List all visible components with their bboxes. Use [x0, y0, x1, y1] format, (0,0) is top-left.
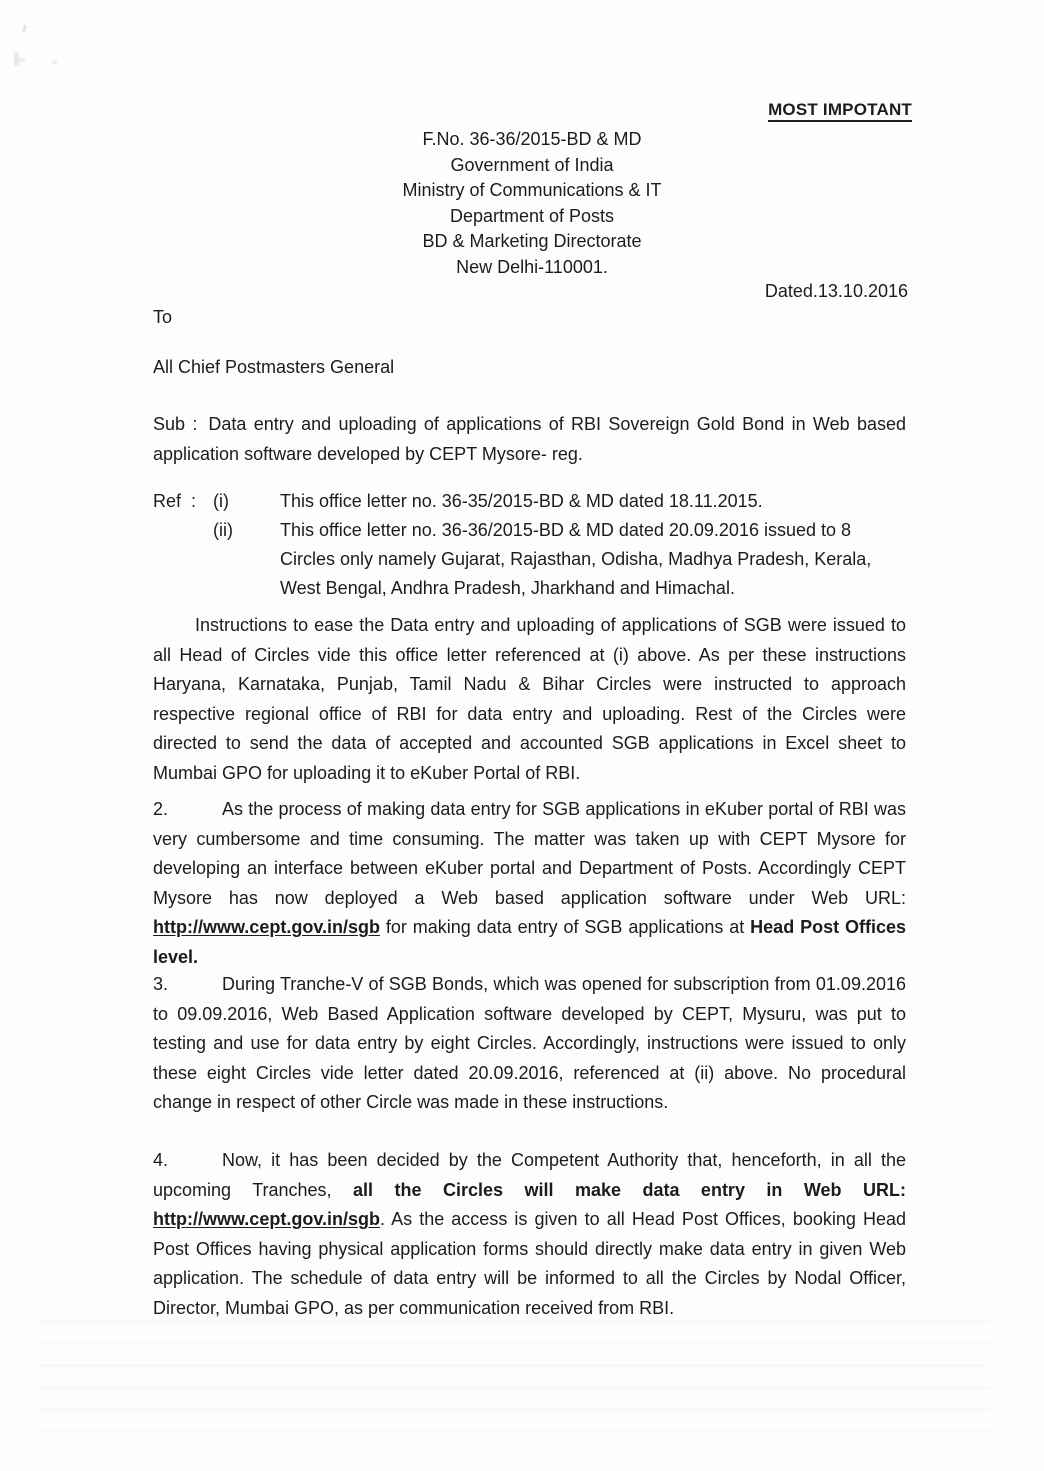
- paragraph-4-text-part1: Now, it has been decided by the Competent Authority that, henceforth, in all the upcoming Tranches,: [153, 1150, 906, 1200]
- cept-url-link[interactable]: http://www.cept.gov.in/sgb: [153, 917, 380, 937]
- reference-row: [153, 516, 906, 603]
- paragraph-3-text: During Tranche-V of SGB Bonds, which was opened for subscription from 01.09.2016 to 09.09.2016, Web Based Application software developed by CEPT, Mysuru, was put to testing and use for data entry by eight Circles. Accordingly, instructions were issued to only these eight Circles vide letter dated 20.09.2016, referenced at (ii) above. No procedural change in respect of other Circle was made in these instructions.: [153, 974, 906, 1112]
- paragraph-2: [153, 795, 906, 972]
- reference-number-i: (i): [213, 491, 229, 511]
- letterhead-address: New Delhi-110001.: [456, 256, 608, 277]
- most-important-text: MOST IMPOTANT: [768, 100, 912, 122]
- reference-row: [153, 487, 906, 516]
- most-important-heading: [0, 100, 912, 120]
- paragraph-2-number: 2.: [153, 799, 169, 819]
- scan-bleed-through: [40, 1320, 990, 1450]
- letterhead-department: Department of Posts: [449, 205, 615, 226]
- scan-artifact: [14, 52, 19, 66]
- letterhead-block: [152, 127, 912, 280]
- letterhead-file-number: F.No. 36-36/2015-BD & MD: [422, 129, 642, 149]
- scan-artifact: [22, 25, 27, 33]
- cept-url-link[interactable]: http://www.cept.gov.in/sgb: [153, 1209, 380, 1229]
- reference-text-i: This office letter no. 36-35/2015-BD & MD dated 18.11.2015.: [280, 491, 763, 511]
- paragraph-3-number: 3.: [153, 974, 169, 994]
- paragraph-3: [153, 970, 906, 1118]
- paragraph-4-text-part2: . As the access is given to all Head Post Offices, booking Head Post Offices having physical application forms should directly make data entry in given Web application. The schedule of data entry will be informed to all the Circles by Nodal Officer, Director, Mumbai GPO, as per communication received from RBI.: [153, 1209, 906, 1318]
- paragraph-2-text-part2: for making data entry of SGB applications at: [380, 917, 751, 937]
- paragraph-intro: Instructions to ease the Data entry and uploading of applications of SGB were issued to all Head of Circles vide this office letter referenced at (i) above. As per these instructions Haryana, Karnataka, Punjab, Tamil Nadu & Bihar Circles were instructed to approach respective regional office of RBI for data entry and uploading. Rest of the Circles were directed to send the data of accepted and accounted SGB applications in Excel sheet to Mumbai GPO for uploading it to eKuber Portal of RBI.: [153, 615, 906, 783]
- subject-line: [153, 409, 906, 469]
- reference-label: Ref :: [153, 491, 197, 511]
- scan-artifact: [52, 60, 57, 65]
- paragraph-2-text-part1: As the process of making data entry for SGB applications in eKuber portal of RBI was very cumbersome and time consuming. The matter was taken up with CEPT Mysore for developing an interface between eKuber portal and Department of Posts. Accordingly CEPT Mysore has now deployed a Web based application software under Web URL:: [153, 799, 906, 908]
- reference-block: [153, 487, 906, 603]
- paragraph-2-bold-tail: Head Post Offices level.: [153, 917, 906, 967]
- subject-text: Data entry and uploading of applications of RBI Sovereign Gold Bond in Web based application software developed by CEPT Mysore- reg.: [153, 414, 907, 464]
- reference-number-ii: (ii): [213, 520, 233, 540]
- addressee: All Chief Postmasters General: [153, 357, 395, 377]
- paragraph-4-number: 4.: [153, 1150, 169, 1170]
- subject-label: Sub :: [153, 414, 198, 434]
- letterhead-government: Government of India: [450, 154, 614, 175]
- reference-text-ii: This office letter no. 36-36/2015-BD & MD dated 20.09.2016 issued to 8 Circles only namely Gujarat, Rajasthan, Odisha, Madhya Pradesh, Kerala, West Bengal, Andhra Pradesh, Jharkhand and Himachal.: [280, 520, 872, 598]
- letterhead-ministry: Ministry of Communications & IT: [402, 180, 662, 200]
- scan-artifact: [15, 58, 25, 62]
- letterhead-directorate: BD & Marketing Directorate: [422, 231, 642, 251]
- to-label: To: [153, 307, 173, 327]
- letter-date: Dated.13.10.2016: [764, 281, 908, 301]
- paragraph-4: [153, 1146, 906, 1323]
- paragraph-4-bold-mid: all the Circles will make data entry in Web URL:: [353, 1179, 907, 1200]
